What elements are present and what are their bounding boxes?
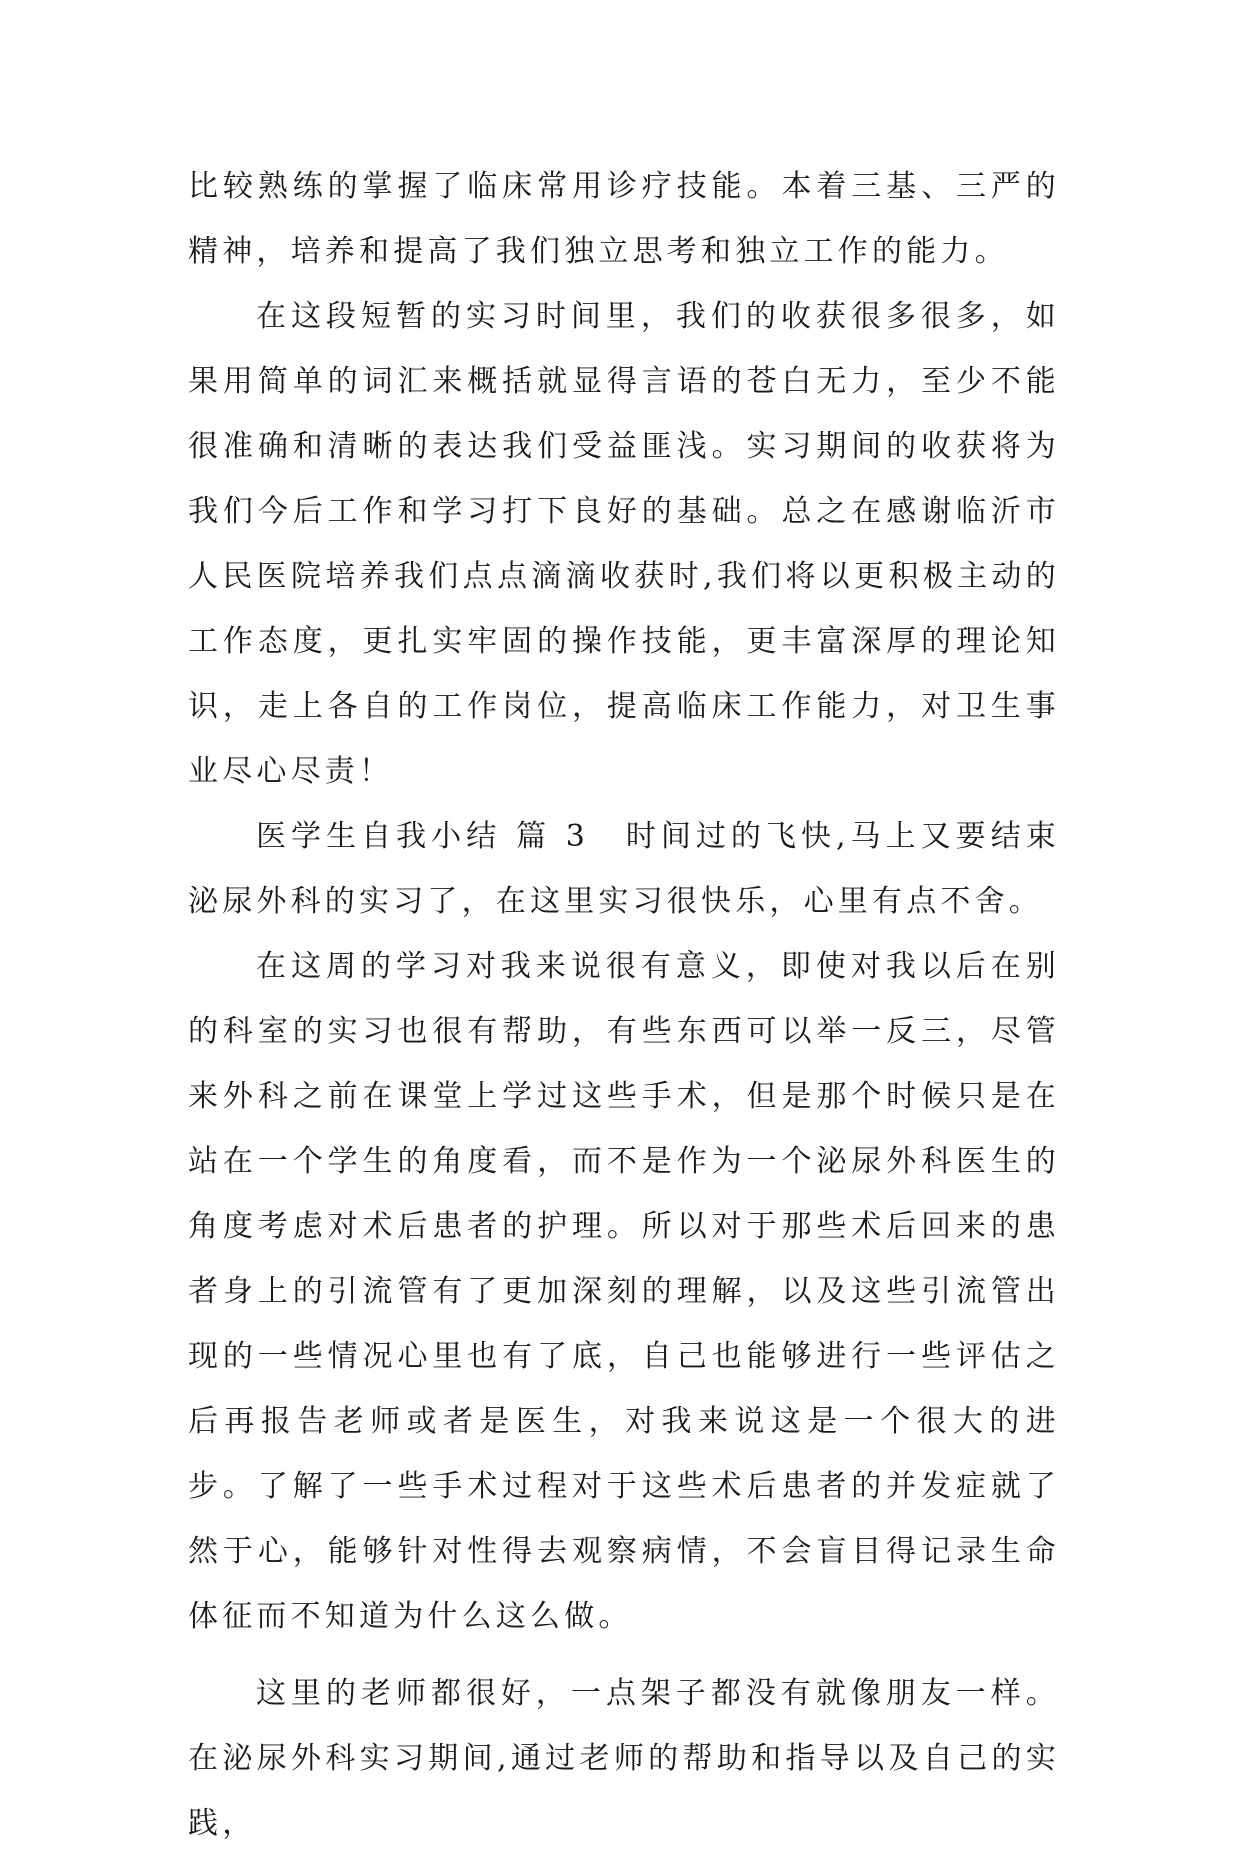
paragraph-2: 在这段短暂的实习时间里，我们的收获很多很多，如果用简单的词汇来概括就显得言语的苍白无力，至少不能很准确和清晰的表达我们受益匪浅。实习期间的收获将为我们今后工作和学习打下良好的基础。总之在感谢临沂市人民医院培养我们点点滴滴收获时,我们将以更积极主动的工作态度，更扎实牢固的操作技能，更丰富深厚的理论知识，走上各自的工作岗位，提高临床工作能力，对卫生事业尽心尽责！ [188, 299, 1060, 789]
section-heading: 医学生自我小结 [256, 819, 502, 854]
document-body [188, 154, 1060, 1856]
paragraph-4: 在这周的学习对我来说很有意义，即使对我以后在别的科室的实习也很有帮助，有些东西可以举一反三，尽管来外科之前在课堂上学过这些手术，但是那个时候只是在站在一个学生的角度看，而不是作为一个泌尿外科医生的角度考虑对术后患者的护理。所以对于那些术后回来的患者身上的引流管有了更加深刻的理解，以及这些引流管出现的一些情况心里也有了底，自己也能够进行一些评估之后再报告老师或者是医生，对我来说这是一个很大的进步。了解了一些手术过程对于这些术后患者的并发症就了然于心，能够针对性得去观察病情，不会盲目得记录生命体征而不知道为什么这么做。 [188, 949, 1060, 1634]
paragraph-3 [188, 804, 1060, 934]
paragraph-1: 比较熟练的掌握了临床常用诊疗技能。本着三基、三严的精神，培养和提高了我们独立思考和独立工作的能力。 [188, 169, 1060, 269]
paragraph-5: 这里的老师都很好，一点架子都没有就像朋友一样。在泌尿外科实习期间,通过老师的帮助和指导以及自己的实践， [188, 1676, 1060, 1841]
paragraph-3-text: 时间过的飞快,马上又要结束泌尿外科的实习了，在这里实习很快乐，心里有点不舍。 [188, 819, 1060, 919]
section-number: 篇 3 [515, 819, 589, 854]
